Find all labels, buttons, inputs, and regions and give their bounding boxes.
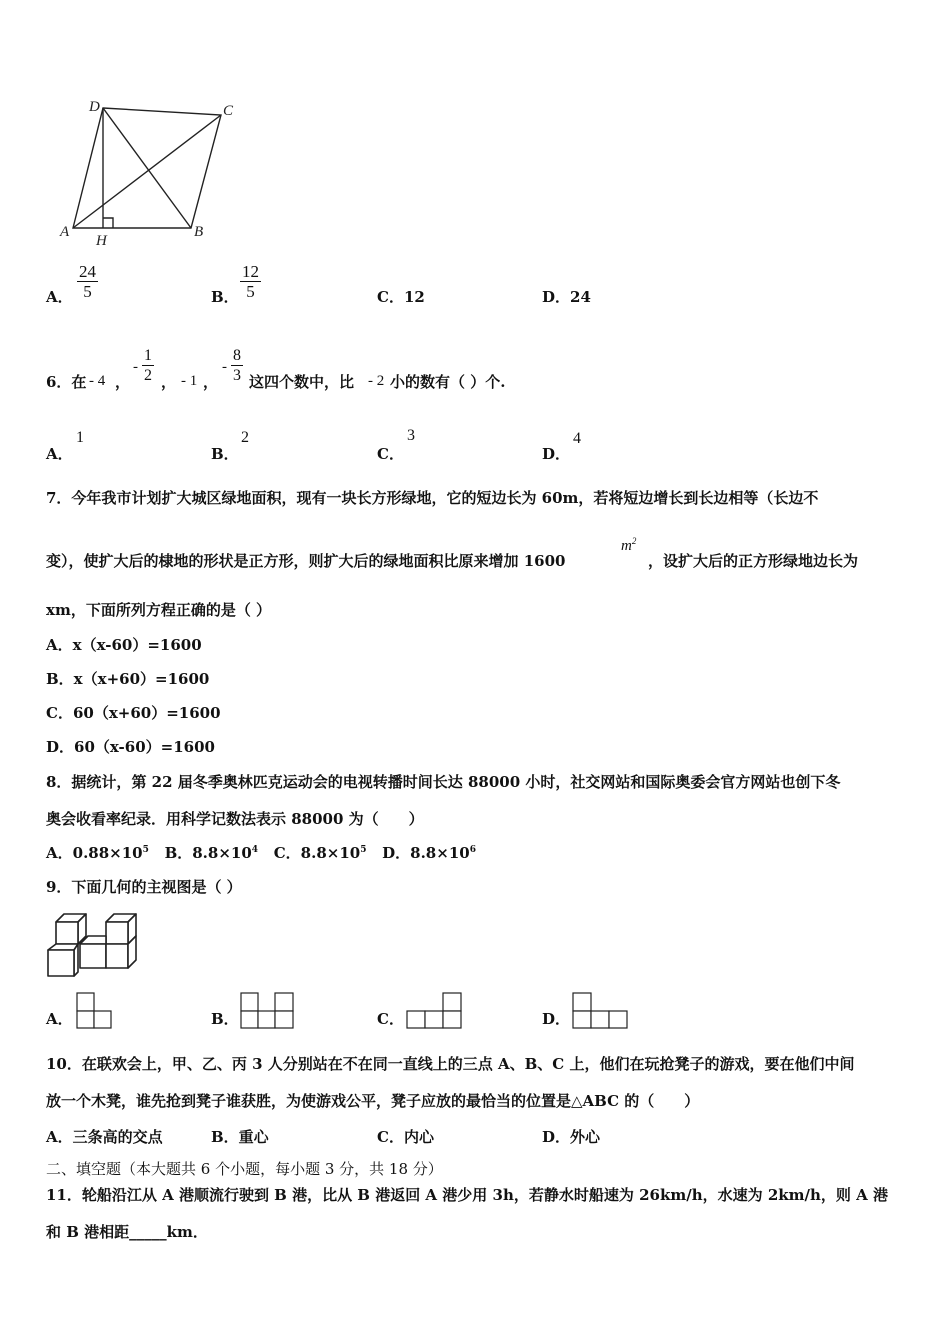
q10-line2: 放一个木凳，谁先抢到凳子谁获胜，为使游戏公平，凳子应放的最恰当的位置是△ABC 的（ ） — [46, 1092, 700, 1110]
q6-num4-fraction — [231, 346, 243, 385]
q5-b-denominator: 5 — [246, 282, 255, 301]
q5-option-d[interactable]: D．24 — [542, 288, 591, 306]
q6-option-a-label[interactable]: A． — [46, 445, 73, 463]
q9-option-a-view[interactable] — [76, 992, 114, 1030]
q7-option-c[interactable]: C．60（x+60）=1600 — [46, 704, 221, 722]
q10-option-c[interactable]: C．内心 — [377, 1128, 434, 1146]
q6-num5: - 2 — [368, 373, 385, 389]
q6-sep3: ， — [203, 373, 219, 391]
diagonal-db — [103, 108, 191, 228]
q6-num4-sign: - — [222, 359, 227, 375]
q10-option-a[interactable]: A．三条高的交点 — [46, 1128, 163, 1146]
label-h: H — [96, 233, 107, 249]
q7-unit-exponent: 2 — [631, 536, 637, 546]
q5-option-a-fraction — [77, 262, 98, 301]
q7-option-a[interactable]: A．x（x-60）=1600 — [46, 636, 202, 654]
q6-num2-sign: - — [133, 359, 138, 375]
q6-sep2: ， — [161, 373, 177, 391]
q7-option-d[interactable]: D．60（x-60）=1600 — [46, 738, 215, 756]
q8-options — [46, 843, 476, 863]
q9-option-d-label[interactable]: D． — [542, 1010, 571, 1028]
label-d: D — [89, 99, 100, 115]
label-b: B — [194, 224, 204, 240]
q6-option-b-value: 2 — [241, 429, 249, 446]
q6-num2-numerator: 1 — [144, 347, 152, 364]
q7-line3: xm，下面所列方程正确的是（ ） — [46, 601, 272, 619]
q6-num2-denominator: 2 — [144, 367, 152, 384]
q5-a-denominator: 5 — [83, 282, 92, 301]
q9-option-d-view[interactable] — [572, 992, 630, 1030]
label-a: A — [60, 224, 70, 240]
q6-option-d-value: 4 — [573, 430, 581, 447]
q6-num2-fraction — [142, 346, 154, 385]
q8-option-c-exp: 5 — [360, 845, 367, 855]
q9-option-b-view[interactable] — [240, 992, 296, 1030]
q8-option-c-text: C．8.8×10 — [273, 844, 361, 862]
right-angle-mark — [103, 218, 113, 228]
q5-option-b-label[interactable]: B． — [211, 288, 239, 306]
q8-option-a-text: A．0.88×10 — [46, 844, 143, 862]
q7-line1: 7．今年我市计划扩大城区绿地面积，现有一块长方形绿地，它的短边长为 60m，若将短边增长到长边相等（长边不 — [46, 489, 819, 507]
section2-heading: 二、填空题（本大题共 6 个小题，每小题 3 分，共 18 分） — [46, 1160, 443, 1178]
q6-option-c-label[interactable]: C． — [377, 445, 404, 463]
q8-option-b-text: B．8.8×10 — [164, 844, 252, 862]
q8-line2: 奥会收看率纪录．用科学记数法表示 88000 为（ ） — [46, 810, 424, 828]
q8-option-d-text: D．8.8×10 — [382, 844, 470, 862]
q8-option-c[interactable] — [274, 844, 367, 862]
q5-b-numerator: 12 — [242, 262, 259, 281]
q7-line2a: 变），使扩大后的棣地的形状是正方形，则扩大后的绿地面积比原来增加 1600 — [46, 552, 566, 570]
q10-line1: 10．在联欢会上，甲、乙、丙 3 人分别站在不在同一直线上的三点 A、B、C 上，他们在玩抢凳子的游戏，要在他们中间 — [46, 1055, 855, 1073]
q8-option-b-exp: 4 — [251, 845, 259, 855]
q8-option-a[interactable] — [46, 844, 149, 862]
cube-stack-figure — [44, 910, 144, 982]
q8-option-a-exp: 5 — [142, 845, 149, 855]
q6-num3: - 1 — [181, 373, 198, 389]
q9-option-c-view[interactable] — [406, 992, 464, 1030]
q9-option-a-label[interactable]: A． — [46, 1010, 73, 1028]
q6-num4-numerator: 8 — [233, 347, 241, 364]
q7-line2b: ，设扩大后的正方形绿地边长为 — [648, 552, 859, 570]
q10-option-b[interactable]: B．重心 — [211, 1128, 269, 1146]
q5-option-a-label[interactable]: A． — [46, 288, 73, 306]
q10-option-d[interactable]: D．外心 — [542, 1128, 601, 1146]
parallelogram-figure — [55, 95, 245, 250]
q6-option-d-label[interactable]: D． — [542, 445, 571, 463]
q8-option-d[interactable] — [382, 844, 476, 862]
q6-option-a-value: 1 — [76, 429, 84, 446]
q6-option-c-value: 3 — [407, 427, 415, 444]
q5-option-b-fraction — [240, 262, 261, 301]
q5-option-c[interactable]: C．12 — [377, 288, 425, 306]
label-c: C — [223, 103, 234, 119]
q11-line1: 11．轮船沿江从 A 港顺流行驶到 B 港，比从 B 港返回 A 港少用 3h，若静水时船速为 26km/h，水速为 2km/h，则 A 港 — [46, 1186, 888, 1204]
q6-num1: - 4 — [89, 373, 106, 389]
q5-a-numerator: 24 — [79, 262, 96, 281]
q7-unit-m: m — [621, 538, 632, 554]
q8-option-b[interactable] — [165, 844, 258, 862]
q7-option-b[interactable]: B．x（x+60）=1600 — [46, 670, 210, 688]
q9-option-b-label[interactable]: B． — [211, 1010, 239, 1028]
q9-line1: 9．下面几何的主视图是（ ） — [46, 878, 242, 896]
q8-option-d-exp: 6 — [469, 845, 476, 855]
q8-line1: 8．据统计，第 22 届冬季奥林匹克运动会的电视转播时间长达 88000 小时，社交网站和国际奥委会官方网站也创下冬 — [46, 773, 841, 791]
q7-unit — [621, 538, 636, 555]
q9-option-c-label[interactable]: C． — [377, 1010, 404, 1028]
q6-prefix: 6．在 — [46, 373, 87, 391]
diagonal-ca — [73, 115, 221, 228]
q6-suffix: 小的数有（ ）个. — [390, 373, 506, 391]
q6-num4-denominator: 3 — [233, 367, 241, 384]
q6-sep1: ， — [115, 373, 131, 391]
q6-option-b-label[interactable]: B． — [211, 445, 239, 463]
q6-mid-text: 这四个数中，比 — [249, 373, 355, 391]
q11-line2: 和 B 港相距_____km． — [46, 1223, 208, 1241]
